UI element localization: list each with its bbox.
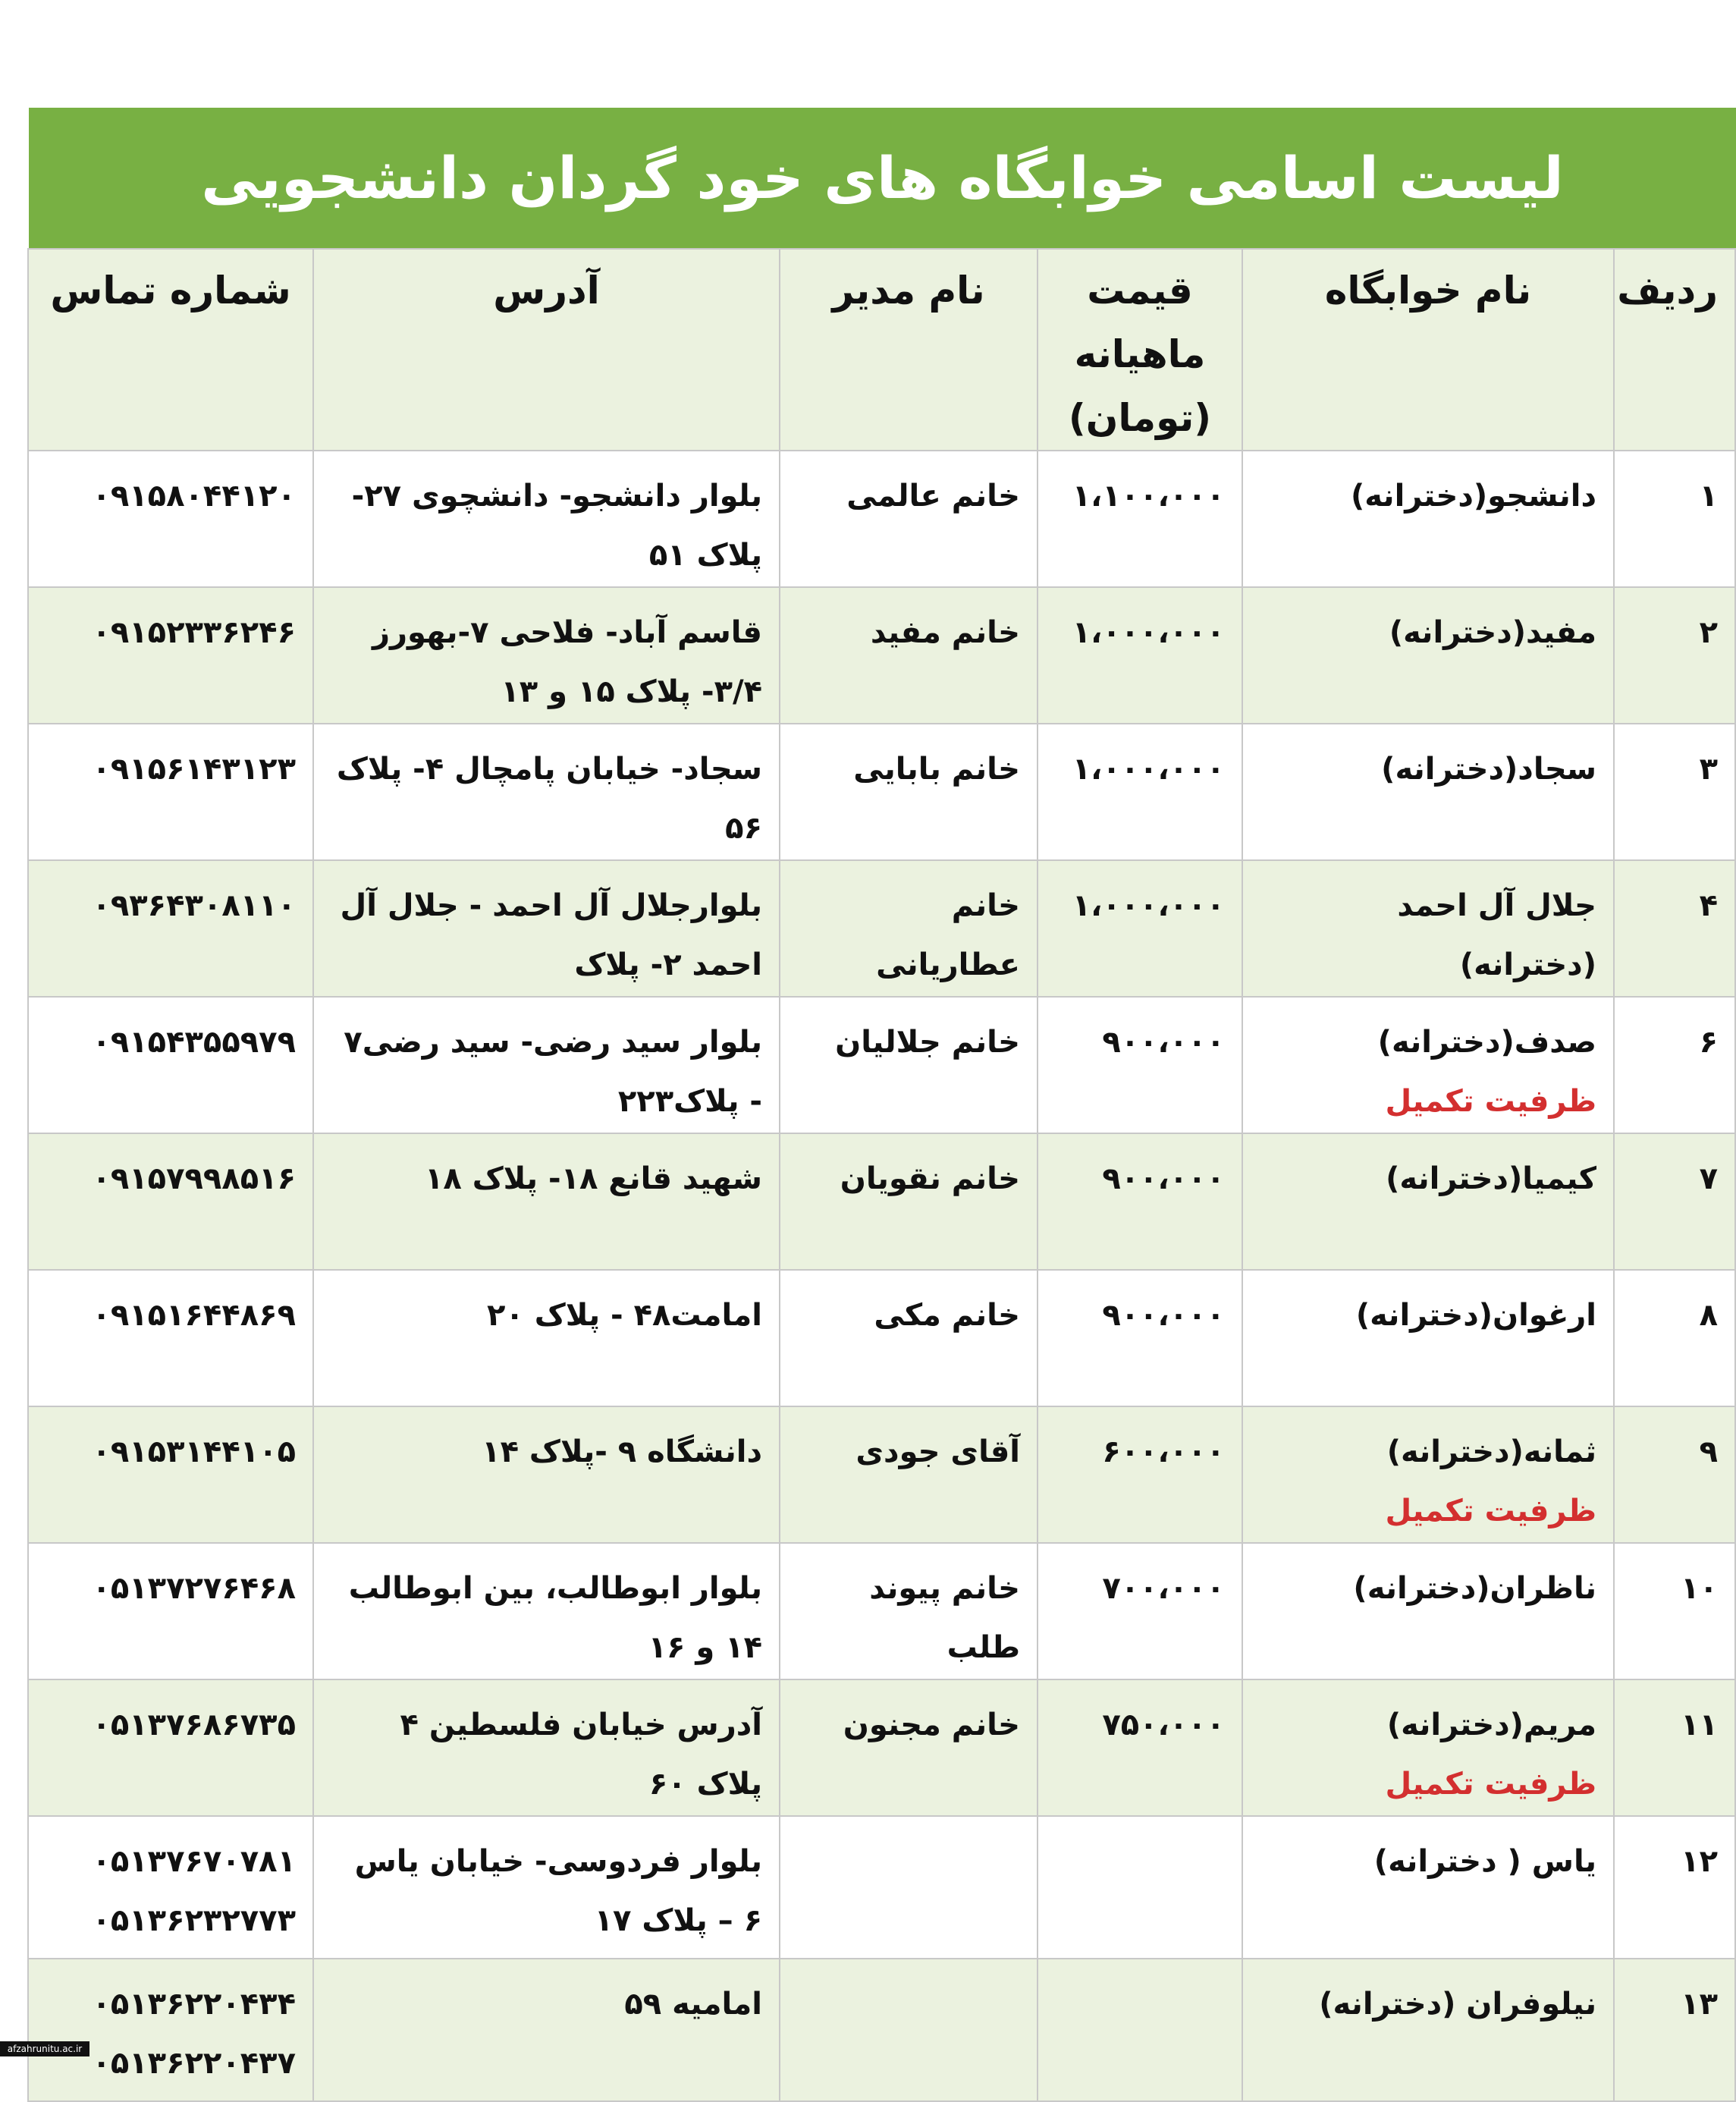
row-number-cell: ۴	[1614, 860, 1735, 997]
address-cell: سجاد- خیابان پامچال ۴- پلاک ۵۶	[313, 724, 780, 860]
table-body	[28, 451, 1735, 2101]
manager-cell: خانم عالمی	[780, 451, 1038, 587]
dorm-name-cell	[1242, 860, 1614, 997]
phone-cell	[28, 587, 313, 724]
row-number-cell: ۷	[1614, 1133, 1735, 1270]
table-row	[28, 451, 1735, 587]
monthly-price-cell	[1038, 1959, 1242, 2101]
dorm-name: ناظران(دخترانه)	[1353, 1571, 1596, 1606]
row-number-cell: ۱۰	[1614, 1543, 1735, 1679]
manager-cell: خانم عطاریانی	[780, 860, 1038, 997]
manager-cell: خانم بابایی	[780, 724, 1038, 860]
monthly-price-cell: ۱،۰۰۰،۰۰۰	[1038, 860, 1242, 997]
manager-cell: خانم مکی	[780, 1270, 1038, 1406]
header-address: آدرس	[313, 249, 780, 451]
header-monthly-price	[1038, 249, 1242, 451]
dorm-table	[27, 248, 1736, 2102]
phone-cell	[28, 1543, 313, 1679]
phone-cell	[28, 1959, 313, 2101]
header-manager: نام مدیر	[780, 249, 1038, 451]
manager-cell: خانم جلالیان	[780, 997, 1038, 1133]
phone-number: ۰۵۱۳۶۲۲۰۴۳۷	[92, 2046, 296, 2081]
phone-cell	[28, 1270, 313, 1406]
phone-number: ۰۹۱۵۲۳۳۶۲۴۶	[92, 615, 296, 650]
table-row	[28, 587, 1735, 724]
phone-number: ۰۹۳۶۴۳۰۸۱۱۰	[92, 888, 296, 923]
phone-cell	[28, 997, 313, 1133]
table-row	[28, 1816, 1735, 1959]
monthly-price-cell: ۱،۰۰۰،۰۰۰	[1038, 724, 1242, 860]
dorm-name-cell	[1242, 997, 1614, 1133]
dorm-name: صدف(دخترانه)	[1377, 1025, 1596, 1060]
phone-number: ۰۵۱۳۷۶۸۶۷۳۵	[92, 1708, 296, 1742]
manager-cell: خانم پیوند طلب	[780, 1543, 1038, 1679]
dorm-name-cell	[1242, 451, 1614, 587]
address-cell: بلوار دانشجو- دانشچوی ۲۷- پلاک ۵۱	[313, 451, 780, 587]
dorm-name-cell	[1242, 587, 1614, 724]
phone-cell	[28, 1133, 313, 1270]
table-row	[28, 1406, 1735, 1543]
table-row	[28, 724, 1735, 860]
table-row	[28, 1133, 1735, 1270]
dorm-name: مفید(دخترانه)	[1389, 615, 1596, 650]
monthly-price-cell: ۷۰۰،۰۰۰	[1038, 1543, 1242, 1679]
table-row	[28, 997, 1735, 1133]
phone-number: ۰۵۱۳۷۶۷۰۷۸۱	[92, 1844, 296, 1879]
monthly-price-cell: ۷۵۰،۰۰۰	[1038, 1679, 1242, 1816]
dorm-name-cell	[1242, 1543, 1614, 1679]
manager-cell: خانم مجنون	[780, 1679, 1038, 1816]
dorm-name: سجاد(دخترانه)	[1381, 752, 1596, 787]
header-row-no: ردیف	[1614, 249, 1735, 451]
phone-number: ۰۹۱۵۱۶۴۴۸۶۹	[92, 1298, 296, 1333]
phone-cell	[28, 451, 313, 587]
phone-number: ۰۵۱۳۶۲۲۰۴۳۴	[92, 1987, 296, 2022]
phone-cell	[28, 1679, 313, 1816]
dorm-list-sheet	[29, 108, 1736, 2081]
row-number-cell: ۲	[1614, 587, 1735, 724]
header-monthly-price-unit: (تومان)	[1068, 396, 1212, 440]
table-row	[28, 1959, 1735, 2101]
row-number-cell: ۸	[1614, 1270, 1735, 1406]
phone-cell	[28, 860, 313, 997]
manager-cell	[780, 1959, 1038, 2101]
phone-number: ۰۹۱۵۳۱۴۴۱۰۵	[92, 1434, 296, 1469]
manager-cell: آقای جودی	[780, 1406, 1038, 1543]
row-number-cell: ۹	[1614, 1406, 1735, 1543]
dorm-name-cell	[1242, 1679, 1614, 1816]
address-cell: امامیه ۵۹	[313, 1959, 780, 2101]
dorm-name: نیلوفران (دخترانه)	[1319, 1987, 1596, 2022]
table-row	[28, 1270, 1735, 1406]
phone-number: ۰۹۱۵۷۹۹۸۵۱۶	[92, 1161, 296, 1196]
dorm-name-cell	[1242, 1406, 1614, 1543]
dorm-name-cell	[1242, 1816, 1614, 1959]
address-cell: بلوارجلال آل احمد - جلال آل احمد ۲- پلاک	[313, 860, 780, 997]
dorm-name: یاس ( دخترانه)	[1373, 1844, 1596, 1879]
dorm-name-cell	[1242, 1959, 1614, 2101]
header-dorm-name: نام خوابگاه	[1242, 249, 1614, 451]
dorm-name: کیمیا(دخترانه)	[1386, 1161, 1596, 1196]
row-number-cell: ۱۱	[1614, 1679, 1735, 1816]
address-cell: آدرس خیابان فلسطین ۴ پلاک ۶۰	[313, 1679, 780, 1816]
address-cell: بلوار فردوسی- خیابان یاس ۶ – پلاک ۱۷	[313, 1816, 780, 1959]
dorm-name-cell	[1242, 724, 1614, 860]
table-row	[28, 1679, 1735, 1816]
manager-cell	[780, 1816, 1038, 1959]
address-cell: قاسم آباد- فلاحی ۷-بهورز ۳/۴- پلاک ۱۵ و ۱۳	[313, 587, 780, 724]
title-bar	[29, 108, 1736, 248]
phone-cell	[28, 1816, 313, 1959]
phone-cell	[28, 1406, 313, 1543]
table-row	[28, 1543, 1735, 1679]
monthly-price-cell: ۱،۰۰۰،۰۰۰	[1038, 587, 1242, 724]
phone-cell	[28, 724, 313, 860]
watermark: afzahrunitu.ac.ir	[0, 2041, 89, 2056]
dorm-name: دانشجو(دخترانه)	[1351, 479, 1596, 514]
address-cell: بلوار سید رضی- سید رضی۷ - پلاک۲۲۳	[313, 997, 780, 1133]
monthly-price-cell: ۹۰۰،۰۰۰	[1038, 1133, 1242, 1270]
dorm-name: ثمانه(دخترانه)	[1386, 1434, 1596, 1469]
capacity-full-badge: ظرفیت تکمیل	[1385, 1084, 1596, 1119]
dorm-name-cell	[1242, 1133, 1614, 1270]
phone-number: ۰۹۱۵۶۱۴۳۱۲۳	[92, 752, 296, 787]
manager-cell: خانم مفید	[780, 587, 1038, 724]
phone-number: ۰۵۱۳۷۲۷۶۴۶۸	[92, 1571, 296, 1606]
page-title: لیست اسامی خوابگاه های خود گردان دانشجویی	[201, 144, 1564, 212]
header-monthly-price-label: قیمت ماهیانه	[1074, 269, 1206, 376]
dorm-name-cell	[1242, 1270, 1614, 1406]
row-number-cell: ۱۲	[1614, 1816, 1735, 1959]
phone-number: ۰۵۱۳۶۲۳۲۷۷۳	[92, 1903, 296, 1938]
dorm-name: جلال آل احمد (دخترانه)	[1397, 888, 1596, 982]
row-number-cell: ۳	[1614, 724, 1735, 860]
monthly-price-cell: ۹۰۰،۰۰۰	[1038, 997, 1242, 1133]
row-number-cell: ۶	[1614, 997, 1735, 1133]
manager-cell: خانم نقویان	[780, 1133, 1038, 1270]
dorm-name: مریم(دخترانه)	[1386, 1708, 1596, 1742]
capacity-full-badge: ظرفیت تکمیل	[1385, 1494, 1596, 1529]
table-header-row	[28, 249, 1735, 451]
phone-number: ۰۹۱۵۸۰۴۴۱۲۰	[92, 479, 296, 514]
address-cell: امامت۴۸ - پلاک ۲۰	[313, 1270, 780, 1406]
header-phone: شماره تماس	[28, 249, 313, 451]
address-cell: بلوار ابوطالب، بین ابوطالب ۱۴ و ۱۶	[313, 1543, 780, 1679]
monthly-price-cell: ۱،۱۰۰،۰۰۰	[1038, 451, 1242, 587]
address-cell: شهید قانع ۱۸- پلاک ۱۸	[313, 1133, 780, 1270]
table-row	[28, 860, 1735, 997]
address-cell: دانشگاه ۹ -پلاک ۱۴	[313, 1406, 780, 1543]
monthly-price-cell	[1038, 1816, 1242, 1959]
capacity-full-badge: ظرفیت تکمیل	[1385, 1767, 1596, 1802]
monthly-price-cell: ۹۰۰،۰۰۰	[1038, 1270, 1242, 1406]
phone-number: ۰۹۱۵۴۳۵۵۹۷۹	[92, 1025, 296, 1060]
monthly-price-cell: ۶۰۰،۰۰۰	[1038, 1406, 1242, 1543]
row-number-cell: ۱۳	[1614, 1959, 1735, 2101]
row-number-cell: ۱	[1614, 451, 1735, 587]
dorm-name: ارغوان(دخترانه)	[1355, 1298, 1596, 1333]
